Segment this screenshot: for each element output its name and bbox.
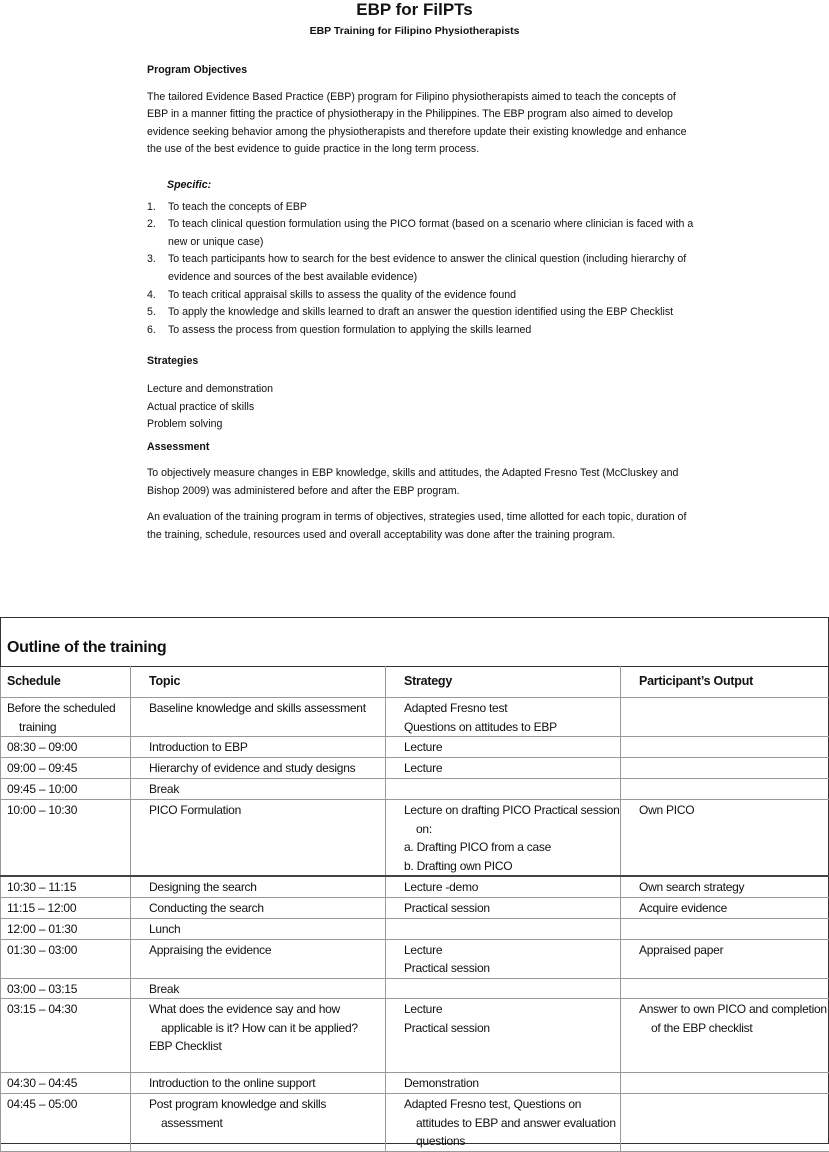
schedule-cell-text: 04:30 – 04:45 [7, 1074, 130, 1093]
strategy-line: a. Drafting PICO from a case [404, 838, 620, 857]
strategy-line: b. Drafting own PICO [404, 857, 620, 876]
topic-cell [131, 779, 386, 800]
topic-cell [131, 698, 386, 737]
schedule-cell [1, 779, 131, 800]
topic-cell [131, 800, 386, 877]
topic-cell [131, 1073, 386, 1094]
assessment-paragraph: An evaluation of the training program in terms of objectives, strategies used, time allotted for each topic, duration of the training, schedule, resources used and overall acceptability was done after the training program. [147, 509, 697, 544]
topic-line: Hierarchy of evidence and study designs [149, 759, 385, 778]
objective-item [147, 251, 697, 286]
strategy-cell [386, 737, 621, 758]
table-row [1, 779, 829, 800]
output-line: Acquire evidence [639, 899, 829, 918]
strategy-cell [386, 800, 621, 877]
output-cell [621, 897, 829, 918]
table-row [1, 876, 829, 897]
objective-number: 4. [147, 287, 156, 305]
column-header-schedule: Schedule [1, 667, 131, 698]
topic-line: Break [149, 780, 385, 799]
strategy-line: Practical session [404, 959, 620, 978]
strategy-cell [386, 897, 621, 918]
schedule-cell [1, 737, 131, 758]
schedule-cell [1, 800, 131, 877]
schedule-cell-text: 04:45 – 05:00 [7, 1095, 130, 1114]
output-line: Own PICO [639, 801, 829, 820]
schedule-cell [1, 1094, 131, 1152]
schedule-cell-text: 08:30 – 09:00 [7, 738, 130, 757]
output-cell [621, 698, 829, 737]
column-header-output: Participant’s Output [621, 667, 829, 698]
topic-line: Post program knowledge and skills assessment [149, 1095, 385, 1132]
schedule-cell-text: 09:00 – 09:45 [7, 759, 130, 778]
strategy-cell [386, 918, 621, 939]
output-cell [621, 737, 829, 758]
topic-line: What does the evidence say and how applicable is it? How can it be applied? [149, 1000, 385, 1037]
table-row [1, 939, 829, 978]
strategy-line: Practical session [404, 899, 620, 918]
output-cell [621, 876, 829, 897]
objective-text: To apply the knowledge and skills learned to draft an answer the question identified using the EBP Checklist [168, 306, 673, 318]
table-row [1, 897, 829, 918]
outline-title: Outline of the training [1, 618, 828, 666]
output-cell [621, 939, 829, 978]
strategy-line: Adapted Fresno test, Questions on attitudes to EBP and answer evaluation questions [404, 1095, 620, 1151]
objective-text: To teach clinical question formulation using the PICO format (based on a scenario where clinician is faced with a new or unique case) [168, 218, 693, 248]
topic-cell [131, 1094, 386, 1152]
schedule-cell-text: 10:30 – 11:15 [7, 878, 130, 897]
strategy-line: Lecture [404, 941, 620, 960]
topic-cell [131, 918, 386, 939]
objective-number: 5. [147, 304, 156, 322]
schedule-cell-text: 09:45 – 10:00 [7, 780, 130, 799]
table-row [1, 800, 829, 877]
document-body [147, 62, 697, 545]
objective-number: 2. [147, 216, 156, 234]
strategy-item: Lecture and demonstration [147, 381, 697, 399]
topic-line: Introduction to the online support [149, 1074, 385, 1093]
schedule-cell [1, 918, 131, 939]
schedule-cell [1, 758, 131, 779]
table-header-row [1, 667, 829, 698]
topic-cell [131, 939, 386, 978]
schedule-cell [1, 876, 131, 897]
objective-text: To assess the process from question formulation to applying the skills learned [168, 324, 531, 336]
strategy-line: Lecture on drafting PICO Practical session on: [404, 801, 620, 838]
strategy-item: Problem solving [147, 416, 697, 434]
topic-cell [131, 758, 386, 779]
topic-line: Appraising the evidence [149, 941, 385, 960]
strategy-cell [386, 1094, 621, 1152]
strategies-list [147, 381, 697, 434]
objectives-heading: Program Objectives [147, 62, 697, 80]
training-outline [0, 617, 829, 1144]
topic-line: Lunch [149, 920, 385, 939]
assessment-heading: Assessment [147, 439, 697, 457]
objective-item [147, 304, 697, 322]
output-line: Answer to own PICO and completion of the EBP checklist [639, 1000, 829, 1037]
strategy-cell [386, 758, 621, 779]
topic-cell [131, 876, 386, 897]
output-cell [621, 918, 829, 939]
objective-text: To teach participants how to search for the best evidence to answer the clinical question (including hierarchy of evidence and sources of the best available evidence) [168, 253, 686, 283]
strategy-cell [386, 978, 621, 999]
topic-line: EBP Checklist [149, 1037, 385, 1056]
schedule-cell-text: 10:00 – 10:30 [7, 801, 130, 820]
strategy-line: Lecture [404, 759, 620, 778]
objectives-list [147, 199, 697, 340]
strategy-cell [386, 999, 621, 1073]
schedule-cell [1, 698, 131, 737]
table-row [1, 999, 829, 1073]
column-header-strategy: Strategy [386, 667, 621, 698]
topic-cell [131, 978, 386, 999]
schedule-cell-text: 01:30 – 03:00 [7, 941, 130, 960]
table-row [1, 978, 829, 999]
strategy-cell [386, 876, 621, 897]
schedule-cell-text: 03:15 – 04:30 [7, 1000, 130, 1019]
topic-line: Baseline knowledge and skills assessment [149, 699, 385, 718]
table-row [1, 698, 829, 737]
document-title: EBP for FilPTs [0, 0, 829, 20]
schedule-cell [1, 978, 131, 999]
objective-number: 3. [147, 251, 156, 269]
objective-number: 6. [147, 322, 156, 340]
topic-line: Introduction to EBP [149, 738, 385, 757]
output-cell [621, 1094, 829, 1152]
document-subtitle: EBP Training for Filipino Physiotherapists [0, 25, 829, 37]
objective-text: To teach critical appraisal skills to assess the quality of the evidence found [168, 289, 516, 301]
assessment-paragraph: To objectively measure changes in EBP knowledge, skills and attitudes, the Adapted Fresno Test (McCluskey and Bishop 2009) was administered before and after the EBP program. [147, 465, 697, 500]
output-cell [621, 779, 829, 800]
strategy-line: Questions on attitudes to EBP [404, 718, 620, 737]
output-cell [621, 999, 829, 1073]
strategies-heading: Strategies [147, 353, 697, 371]
output-line: Appraised paper [639, 941, 829, 960]
topic-cell [131, 897, 386, 918]
objective-item [147, 287, 697, 305]
strategy-cell [386, 698, 621, 737]
table-row [1, 758, 829, 779]
outline-table [0, 666, 829, 1152]
objective-item [147, 216, 697, 251]
output-cell [621, 800, 829, 877]
schedule-cell-text: 03:00 – 03:15 [7, 980, 130, 999]
topic-line: Designing the search [149, 878, 385, 897]
topic-cell [131, 737, 386, 758]
strategy-cell [386, 779, 621, 800]
strategy-line: Demonstration [404, 1074, 620, 1093]
table-row [1, 737, 829, 758]
topic-line: Conducting the search [149, 899, 385, 918]
topic-line: PICO Formulation [149, 801, 385, 820]
output-cell [621, 1073, 829, 1094]
schedule-cell-text: 11:15 – 12:00 [7, 899, 130, 918]
objective-item [147, 322, 697, 340]
schedule-cell-text: Before the scheduled training [7, 699, 130, 736]
schedule-cell [1, 999, 131, 1073]
column-header-topic: Topic [131, 667, 386, 698]
strategy-line: Lecture -demo [404, 878, 620, 897]
schedule-cell-text: 12:00 – 01:30 [7, 920, 130, 939]
objective-item [147, 199, 697, 217]
strategy-item: Actual practice of skills [147, 399, 697, 417]
strategy-line: Adapted Fresno test [404, 699, 620, 718]
output-cell [621, 758, 829, 779]
output-cell [621, 978, 829, 999]
objectives-text: The tailored Evidence Based Practice (EBP) program for Filipino physiotherapists aimed to teach the concepts of EBP in a manner fitting the practice of physiotherapy in the Philippines. The EBP program also aimed to develop evidence seeking behavior among the physiotherapists and therefore update their existing knowledge and enhance the use of the best evidence to guide practice in the long term process. [147, 89, 697, 159]
output-line: Own search strategy [639, 878, 829, 897]
schedule-cell [1, 939, 131, 978]
topic-cell [131, 999, 386, 1073]
schedule-cell [1, 1073, 131, 1094]
strategy-line: Lecture [404, 738, 620, 757]
specific-label: Specific: [167, 177, 697, 195]
table-row [1, 918, 829, 939]
topic-line: Break [149, 980, 385, 999]
strategy-cell [386, 1073, 621, 1094]
objective-number: 1. [147, 199, 156, 217]
objective-text: To teach the concepts of EBP [168, 201, 307, 213]
strategy-cell [386, 939, 621, 978]
strategy-line: Practical session [404, 1019, 620, 1038]
schedule-cell [1, 897, 131, 918]
table-row [1, 1094, 829, 1152]
strategy-line: Lecture [404, 1000, 620, 1019]
table-row [1, 1073, 829, 1094]
